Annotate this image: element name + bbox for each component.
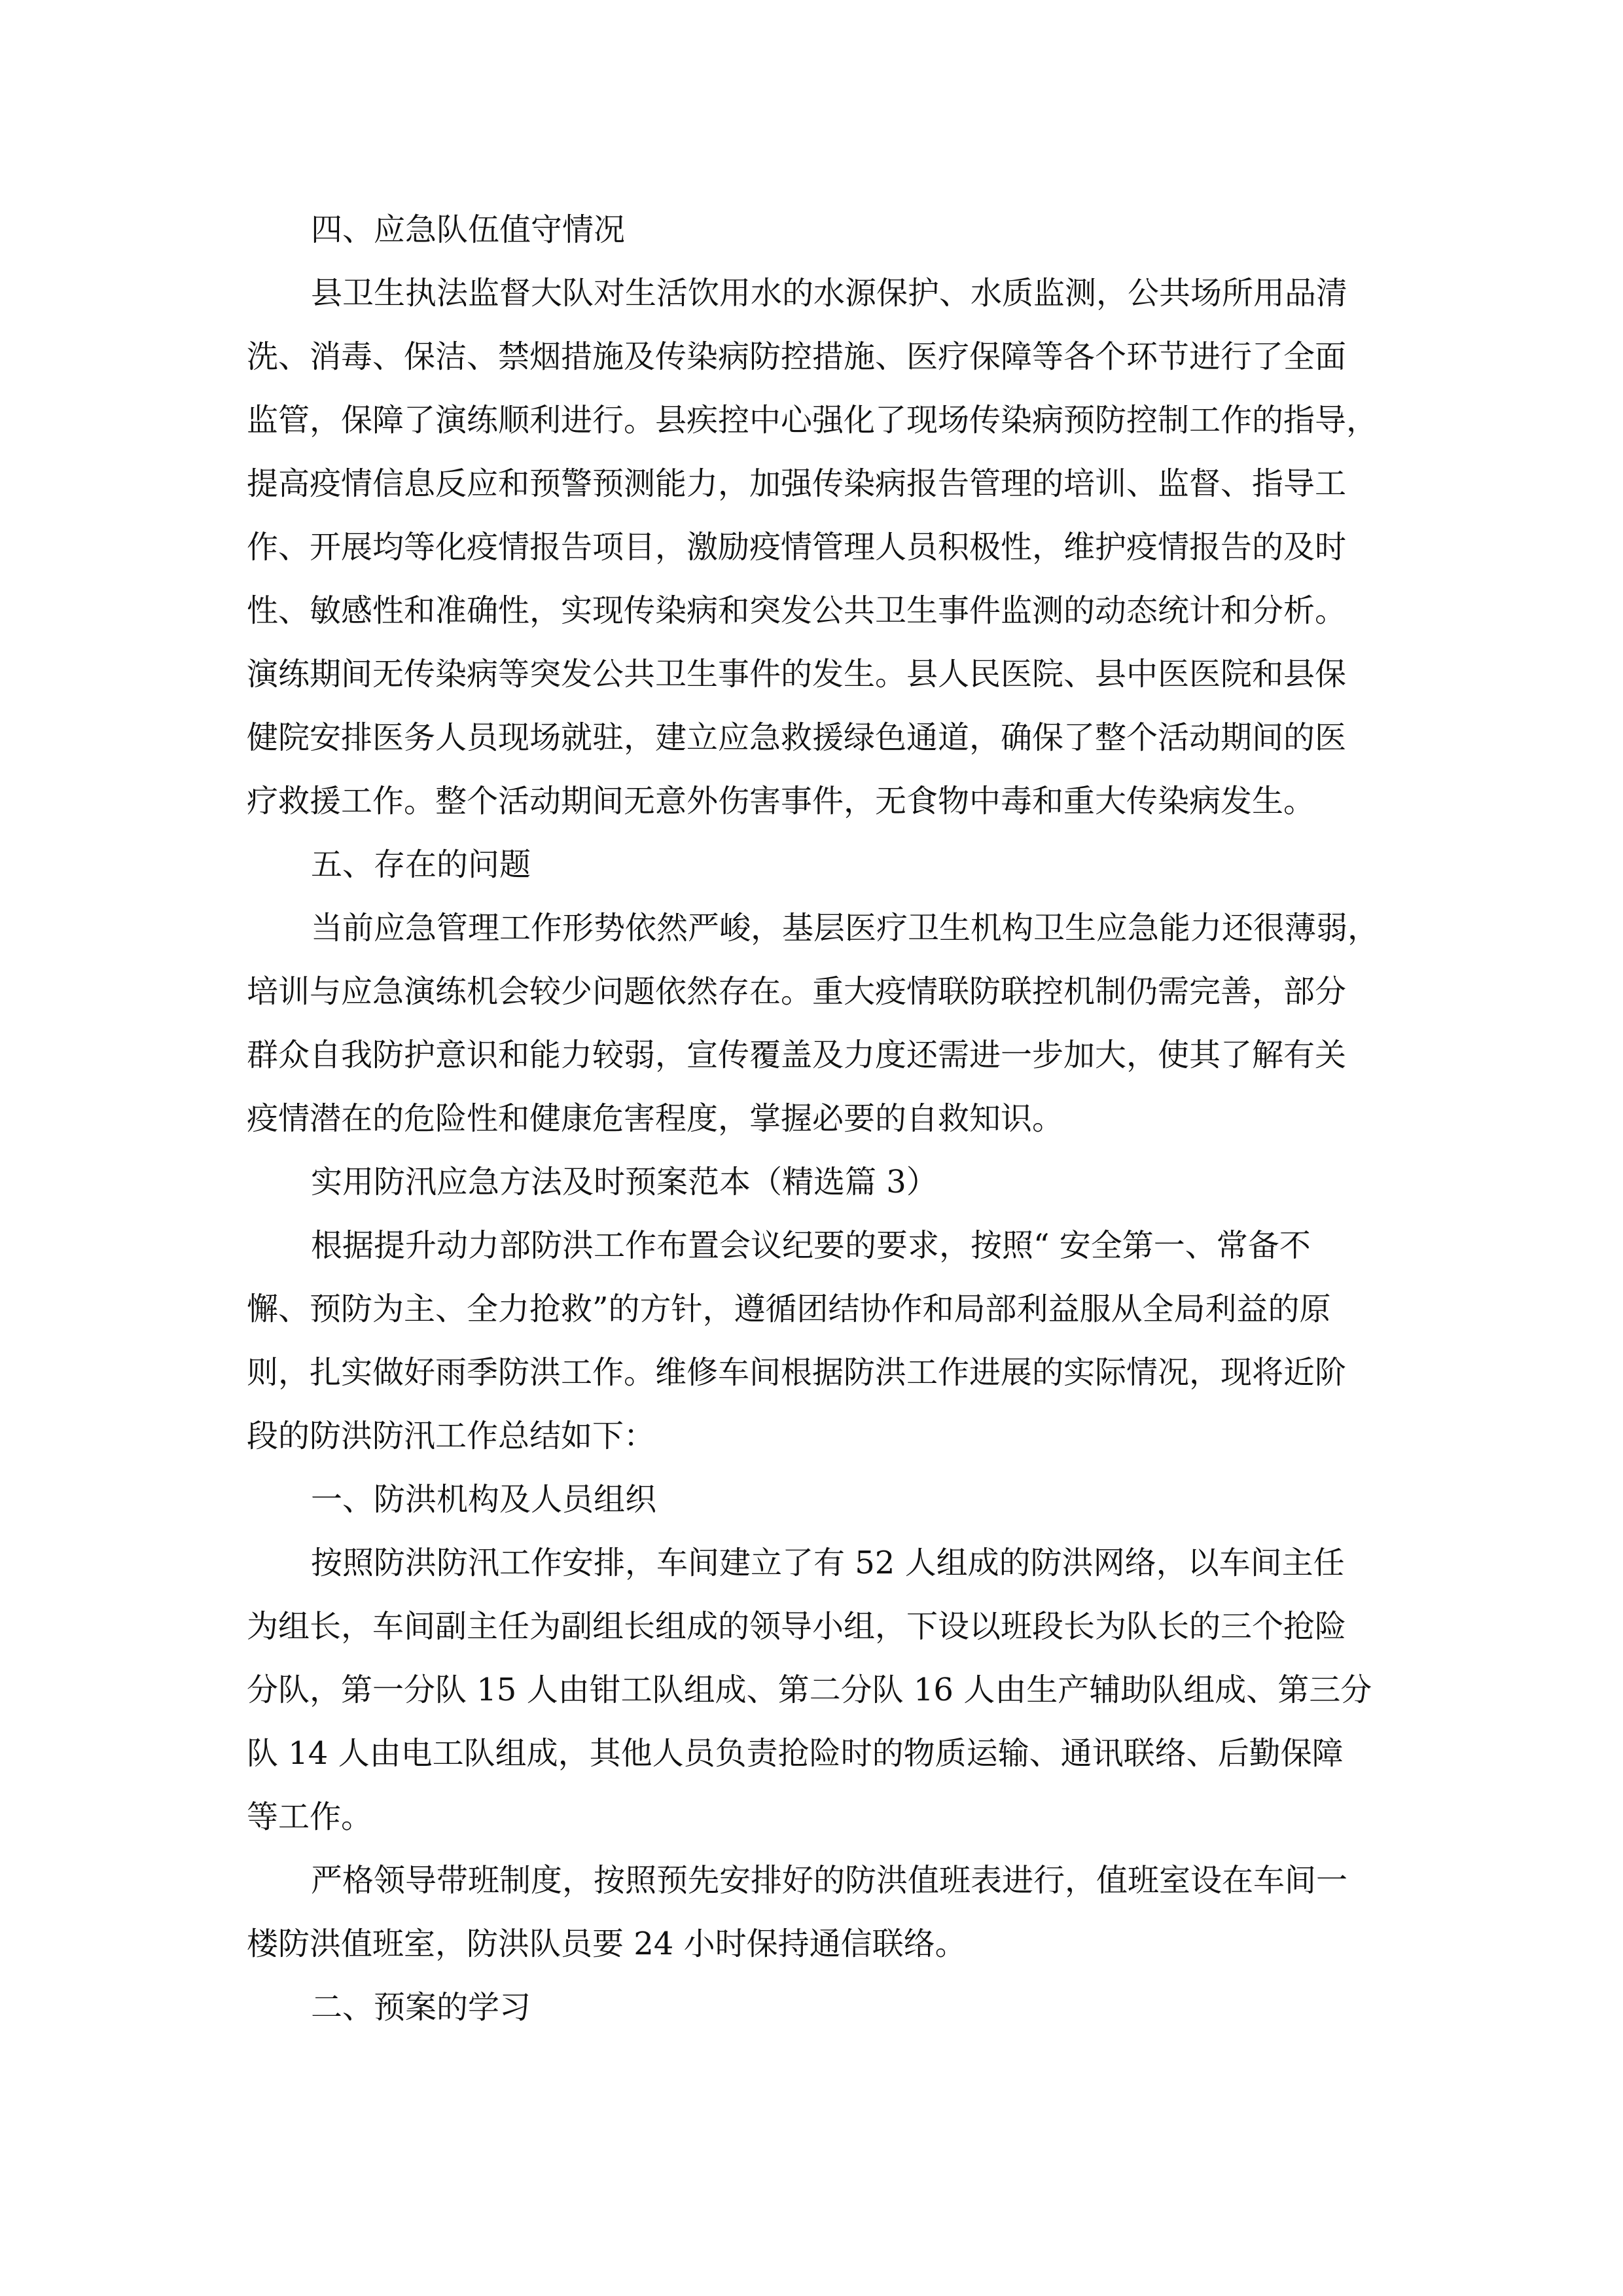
- section-heading-5: 五、存在的问题: [311, 846, 531, 883]
- paragraph-line: 健院安排医务人员现场就驻，建立应急救援绿色通道，确保了整个活动期间的医: [247, 719, 1347, 756]
- paragraph-line: 疫情潜在的危险性和健康危害程度，掌握必要的自救知识。: [247, 1100, 1064, 1137]
- paragraph-line: 作、开展均等化疫情报告项目，激励疫情管理人员积极性，维护疫情报告的及时: [247, 529, 1347, 565]
- section-heading-2: 二、预案的学习: [311, 1989, 531, 2026]
- paragraph-line: 群众自我防护意识和能力较弱，宣传覆盖及力度还需进一步加大，使其了解有关: [247, 1037, 1347, 1073]
- paragraph-line: 等工作。: [247, 1799, 373, 1835]
- paragraph-line: 疗救援工作。整个活动期间无意外伤害事件，无食物中毒和重大传染病发生。: [247, 783, 1315, 819]
- section-heading-1: 一、防洪机构及人员组织: [311, 1481, 657, 1518]
- paragraph-line: 懈、预防为主、全力抢救”的方针，遵循团结协作和局部利益服从全局利益的原: [247, 1291, 1331, 1327]
- paragraph-line: 则，扎实做好雨季防洪工作。维修车间根据防洪工作进展的实际情况，现将近阶: [247, 1354, 1347, 1391]
- section-heading-4: 四、应急队伍值守情况: [311, 211, 626, 248]
- paragraph-line: 严格领导带班制度，按照预先安排好的防洪值班表进行，值班室设在车间一: [311, 1862, 1348, 1899]
- paragraph-line: 为组长，车间副主任为副组长组成的领导小组，下设以班段长为队长的三个抢险: [247, 1608, 1347, 1645]
- paragraph-line: 县卫生执法监督大队对生活饮用水的水源保护、水质监测，公共场所用品清: [311, 275, 1348, 312]
- paragraph-line: 培训与应急演练机会较少问题依然存在。重大疫情联防联控机制仍需完善，部分: [247, 973, 1347, 1010]
- paragraph-line: 楼防洪值班室，防洪队员要 24 小时保持通信联络。: [247, 1926, 967, 1962]
- paragraph-line: 演练期间无传染病等突发公共卫生事件的发生。县人民医院、县中医医院和县保: [247, 656, 1347, 692]
- paragraph-line: 洗、消毒、保洁、禁烟措施及传染病防控措施、医疗保障等各个环节进行了全面: [247, 338, 1347, 375]
- paragraph-line: 分队，第一分队 15 人由钳工队组成、第二分队 16 人由生产辅助队组成、第三分: [247, 1672, 1372, 1708]
- paragraph-line: 按照防洪防汛工作安排，车间建立了有 52 人组成的防洪网络，以车间主任: [311, 1545, 1345, 1581]
- paragraph-line: 监管，保障了演练顺利进行。县疾控中心强化了现场传染病预防控制工作的指导，: [247, 402, 1378, 439]
- article-title: 实用防汛应急方法及时预案范本（精选篇 3）: [311, 1164, 938, 1200]
- paragraph-line: 队 14 人由电工队组成，其他人员负责抢险时的物质运输、通讯联络、后勤保障: [247, 1735, 1344, 1772]
- paragraph-line: 根据提升动力部防洪工作布置会议纪要的要求，按照“ 安全第一、常备不: [311, 1227, 1311, 1264]
- paragraph-line: 当前应急管理工作形势依然严峻，基层医疗卫生机构卫生应急能力还很薄弱，: [311, 910, 1380, 946]
- paragraph-line: 性、敏感性和准确性，实现传染病和突发公共卫生事件监测的动态统计和分析。: [247, 592, 1347, 629]
- paragraph-line: 提高疫情信息反应和预警预测能力，加强传染病报告管理的培训、监督、指导工: [247, 465, 1347, 502]
- paragraph-line: 段的防洪防汛工作总结如下：: [247, 1418, 656, 1454]
